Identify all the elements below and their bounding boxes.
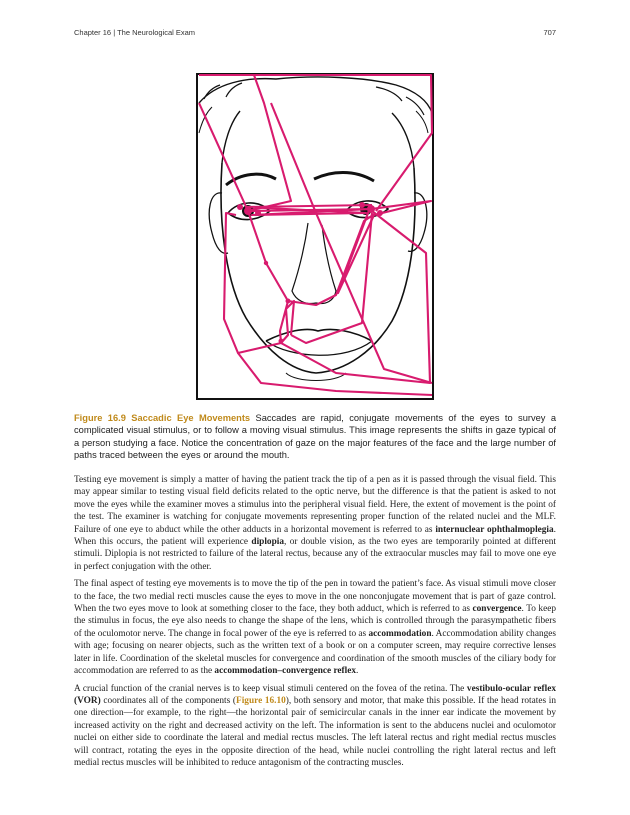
- fixation-cheek: [264, 261, 268, 265]
- caption-text: Saccades are rapid, conjugate movements of the eyes to survey a complicated visual stimulus, or to follow a moving visual stimulus. This image represents the shifts in gaze typical of a person studying a face. Notice the concentration of gaze on the major features of the face and the large number of paths traced between the eyes or around the mouth.: [74, 413, 557, 461]
- p2-text-4: .: [355, 666, 359, 677]
- p3-text-2: coordinates all of the components (: [100, 695, 237, 706]
- fixation-right-eye: [367, 205, 375, 213]
- figure-16-10-link[interactable]: Figure 16.10: [236, 695, 286, 706]
- chapter-title: Chapter 16 | The Neurological Exam: [74, 28, 196, 37]
- fixation-left-eye-3: [255, 210, 261, 216]
- term-vestibulo-ocular-reflex: vestibulo-ocular reflex (VOR): [74, 683, 556, 706]
- term-accommodation: accommodation: [368, 628, 432, 639]
- paragraph-convergence: [74, 578, 556, 677]
- term-accommodation-convergence-reflex: accommodation–convergence reflex: [214, 666, 356, 677]
- body-text: [74, 474, 556, 774]
- p2-text-2: . To keep the stimulus in focus, the eye also needs to change the shape of the lens, which is controlled through the parasympathetic fibers of the oculomotor nerve. The change in focal power of the eye is referred to as: [74, 604, 556, 639]
- p3-text-3: ), both sensory and motor, that make this possible. If the head rotates in one direction—for example, to the right—the horizontal pair of semicircular canals in the inner ear indicate the movement by increased activity on the right and decreased activity on the left. The information is sent to the abducens nuclei and oculomotor nuclei on either side to coordinate the lateral and medial rectus muscles. The left lateral rectus and right medial rectus muscles will contract, rotating the eyes in the opposite direction of the head, while nuclei controlling the right lateral rectus and left medial rectus muscles will be inhibited to reduce antagonism of the contracting muscles.: [74, 695, 556, 768]
- p1-text-1: Testing eye movement is simply a matter of having the patient track the tip of a pen as it is passed through the visual field. This may appear similar to testing visual field deficits related to the optic nerve, but the difference is that the patient is asked to not move the eyes while the examiner moves a stimulus into the peripheral visual field. Here, the extent of movement is the point of the test. The examiner is watching for conjugate movements representing proper function of the related nuclei and the MLF. Failure of one eye to abduct while the other adducts in a horizontal movement is referred to as: [74, 475, 556, 535]
- paragraph-eye-movement: [74, 474, 556, 573]
- fixation-left-eye: [244, 207, 252, 215]
- figure-label: Figure 16.9 Saccadic Eye Movements: [74, 413, 251, 423]
- term-convergence: convergence: [472, 604, 522, 615]
- paragraph-vor: [74, 683, 556, 770]
- face-gaze-illustration: [196, 73, 434, 400]
- fixation-mouth: [279, 339, 284, 344]
- fixation-right-eye-3: [377, 210, 383, 216]
- p2-text-1: The final aspect of testing eye movements is to move the tip of the pen in toward the patient’s face. As visual stimuli move closer to the face, the two medial recti muscles cause the eyes to move in the one nonconjugate movement that is part of gaze control. When the two eyes move to look at something closer to the face, they both adduct, which is referred to as: [74, 579, 556, 615]
- page-number: 707: [543, 28, 556, 37]
- p3-text-1: A crucial function of the cranial nerves is to keep visual stimuli centered on the fovea of the retina. The: [74, 683, 467, 694]
- p1-text-3: , or double vision, as the two eyes are temporarily pointed at different stimuli. Diplopia is not restricted to failure of the lateral rectus, because any of the extraocular muscles may fail to move one eye in perfect conjugation with the other.: [74, 537, 556, 572]
- figure-caption: [74, 412, 556, 462]
- p2-text-3: . Accommodation ability changes with age; focusing on nearer objects, such as the written text of a book or on a computer screen, may require corrective lenses later in life. Coordination of the skeletal muscles for convergence and coordination of the smooth muscles of the ciliary body for accommodation are referred to as the: [74, 628, 556, 677]
- p1-text-2: . When this occurs, the patient will experience: [74, 524, 556, 548]
- fixation-right-eye-2: [359, 202, 365, 208]
- saccade-figure: [196, 73, 434, 400]
- fixation-left-eye-2: [237, 204, 243, 210]
- term-internuclear-ophthalmoplegia: internuclear ophthalmoplegia: [435, 524, 554, 535]
- page-header: [74, 28, 556, 40]
- term-diplopia: diplopia: [251, 537, 284, 548]
- fixation-nose: [286, 299, 291, 304]
